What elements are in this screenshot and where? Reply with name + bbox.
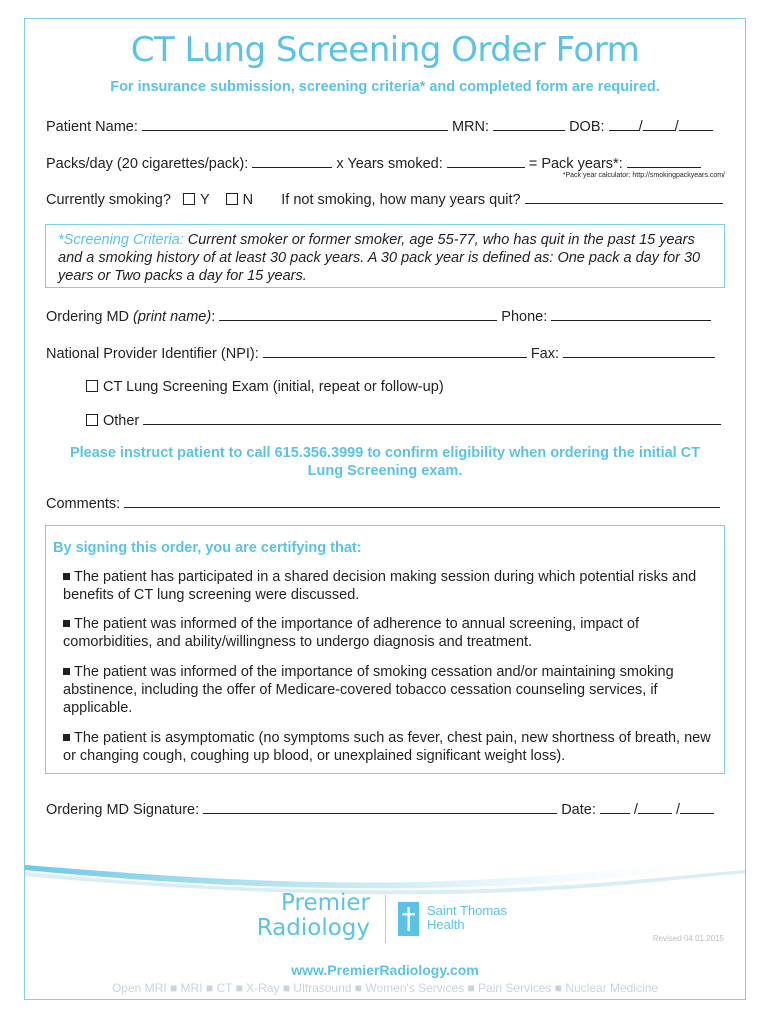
signature-date-label: Date: bbox=[561, 802, 596, 818]
signature-date-separator: / bbox=[675, 802, 681, 818]
mrn-field[interactable] bbox=[493, 116, 565, 131]
certification-item-text: The patient is asymptomatic (no symptoms such as fever, chest pain, new shortness of breath, new or changing cough, coughing up blood, or unexplained significant weight loss). bbox=[63, 730, 711, 764]
page-title: CT Lung Screening Order Form bbox=[130, 30, 640, 70]
bullet-square-icon bbox=[63, 573, 70, 580]
dob-label: DOB: bbox=[569, 119, 605, 135]
fax-field[interactable] bbox=[563, 343, 715, 358]
bullet-square-icon bbox=[63, 620, 70, 627]
exam-other-label: Other bbox=[103, 413, 140, 429]
packs-per-day-field[interactable] bbox=[252, 153, 332, 168]
years-smoked-field[interactable] bbox=[447, 153, 525, 168]
npi-field[interactable] bbox=[263, 343, 527, 358]
exam-other-checkbox[interactable] bbox=[86, 414, 98, 426]
pack-years-field[interactable] bbox=[627, 153, 701, 168]
signature-field[interactable] bbox=[203, 799, 557, 814]
bullet-square-icon bbox=[63, 734, 70, 741]
logo-line-2: Radiology bbox=[256, 915, 370, 941]
services-list: Open MRI ■ MRI ■ CT ■ X-Ray ■ Ultrasound ■ Women's Services ■ Pain Services ■ Nuclear Medicine bbox=[111, 981, 659, 995]
fax-label: Fax: bbox=[530, 346, 560, 362]
patient-row bbox=[46, 116, 713, 135]
partner-line-2: Health bbox=[427, 917, 465, 932]
dob-year-field[interactable] bbox=[679, 116, 713, 131]
website-link[interactable]: www.PremierRadiology.com bbox=[291, 962, 479, 978]
years-quit-label: If not smoking, how many years quit? bbox=[281, 192, 521, 208]
exam-option-ct bbox=[86, 379, 444, 395]
comments-row bbox=[46, 493, 720, 512]
certification-item bbox=[63, 568, 713, 604]
premier-radiology-logo bbox=[250, 891, 370, 941]
screening-criteria-text bbox=[58, 231, 708, 285]
signature-date-day-field[interactable] bbox=[638, 799, 672, 814]
smoking-yes-label: Y bbox=[200, 192, 210, 208]
exam-option-other bbox=[86, 410, 721, 429]
comments-field[interactable] bbox=[124, 493, 720, 508]
ordering-md-colon: : bbox=[211, 309, 216, 325]
certification-heading: By signing this order, you are certifying that: bbox=[53, 540, 362, 556]
signature-date-year-field[interactable] bbox=[680, 799, 714, 814]
phone-label: Phone: bbox=[501, 309, 548, 325]
ordering-md-label: Ordering MD bbox=[46, 309, 129, 325]
ordering-md-print-note: (print name) bbox=[133, 309, 212, 325]
eligibility-instruction: Please instruct patient to call 615.356.3999 to confirm eligibility when ordering the initial CT Lung Screening exam. bbox=[69, 445, 701, 479]
ordering-md-field[interactable] bbox=[219, 306, 497, 321]
npi-label: National Provider Identifier (NPI): bbox=[46, 346, 259, 362]
certification-item bbox=[63, 615, 713, 651]
years-smoked-label: x Years smoked: bbox=[336, 156, 443, 172]
screening-criteria-label: *Screening Criteria: bbox=[58, 232, 184, 248]
npi-row bbox=[46, 343, 715, 362]
mrn-label: MRN: bbox=[451, 119, 490, 135]
screening-criteria-body: Current smoker or former smoker, age 55-77, who has quit in the past 15 years and a smoking history of at least 30 pack years. A 30 pack year is defined as: One pack a day for 30 years or Two packs a day for 15 years. bbox=[58, 232, 701, 284]
bullet-square-icon bbox=[63, 668, 70, 675]
signature-label: Ordering MD Signature: bbox=[46, 802, 200, 818]
packs-row bbox=[46, 153, 701, 172]
partner-line-1: Saint Thomas bbox=[427, 903, 507, 918]
dob-separator: / bbox=[638, 119, 643, 135]
signature-date-separator: / bbox=[633, 802, 638, 818]
smoking-no-checkbox[interactable] bbox=[226, 193, 238, 205]
certification-item-text: The patient was informed of the importance of smoking cessation and/or maintaining smoking abstinence, including the offer of Medicare-covered tobacco cessation counseling services, if applicable. bbox=[63, 664, 674, 716]
comments-label: Comments: bbox=[46, 496, 121, 512]
certification-item-text: The patient has participated in a shared decision making session during which potential risks and benefits of CT lung screening were discussed. bbox=[63, 569, 697, 603]
smoking-row bbox=[46, 189, 723, 208]
smoking-no-label: N bbox=[242, 192, 254, 208]
ordering-md-row bbox=[46, 306, 711, 325]
certification-item bbox=[63, 729, 713, 765]
signature-date-month-field[interactable] bbox=[600, 799, 630, 814]
patient-name-field[interactable] bbox=[142, 116, 448, 131]
dob-separator: / bbox=[674, 119, 679, 135]
smoking-yes-checkbox[interactable] bbox=[183, 193, 195, 205]
pack-years-label: = Pack years*: bbox=[528, 156, 623, 172]
logo-divider bbox=[385, 895, 386, 943]
certification-box bbox=[45, 525, 725, 774]
patient-name-label: Patient Name: bbox=[46, 119, 138, 135]
signature-row bbox=[46, 799, 714, 818]
certification-item bbox=[63, 663, 713, 717]
saint-thomas-health-logo bbox=[427, 904, 507, 932]
screening-criteria-box bbox=[45, 224, 725, 288]
dob-month-field[interactable] bbox=[609, 116, 639, 131]
exam-other-field[interactable] bbox=[143, 410, 721, 425]
exam-ct-label: CT Lung Screening Exam (initial, repeat or follow-up) bbox=[103, 379, 444, 395]
currently-smoking-label: Currently smoking? bbox=[46, 192, 171, 208]
logo-line-1: Premier bbox=[281, 890, 370, 916]
page-subtitle: For insurance submission, screening criteria* and completed form are required. bbox=[110, 79, 660, 95]
pack-year-calculator-note: *Pack year calculator: http://smokingpackyears.com/ bbox=[562, 172, 725, 179]
revision-date: Revised 04.01.2015 bbox=[652, 934, 724, 943]
years-quit-field[interactable] bbox=[525, 189, 723, 204]
certification-item-text: The patient was informed of the importance of adherence to annual screening, impact of comorbidities, and ability/willingness to undergo diagnosis and treatment. bbox=[63, 616, 640, 650]
packs-per-day-label: Packs/day (20 cigarettes/pack): bbox=[46, 156, 249, 172]
dob-day-field[interactable] bbox=[643, 116, 675, 131]
saint-thomas-cross-icon bbox=[398, 902, 419, 936]
exam-ct-checkbox[interactable] bbox=[86, 380, 98, 392]
phone-field[interactable] bbox=[551, 306, 711, 321]
